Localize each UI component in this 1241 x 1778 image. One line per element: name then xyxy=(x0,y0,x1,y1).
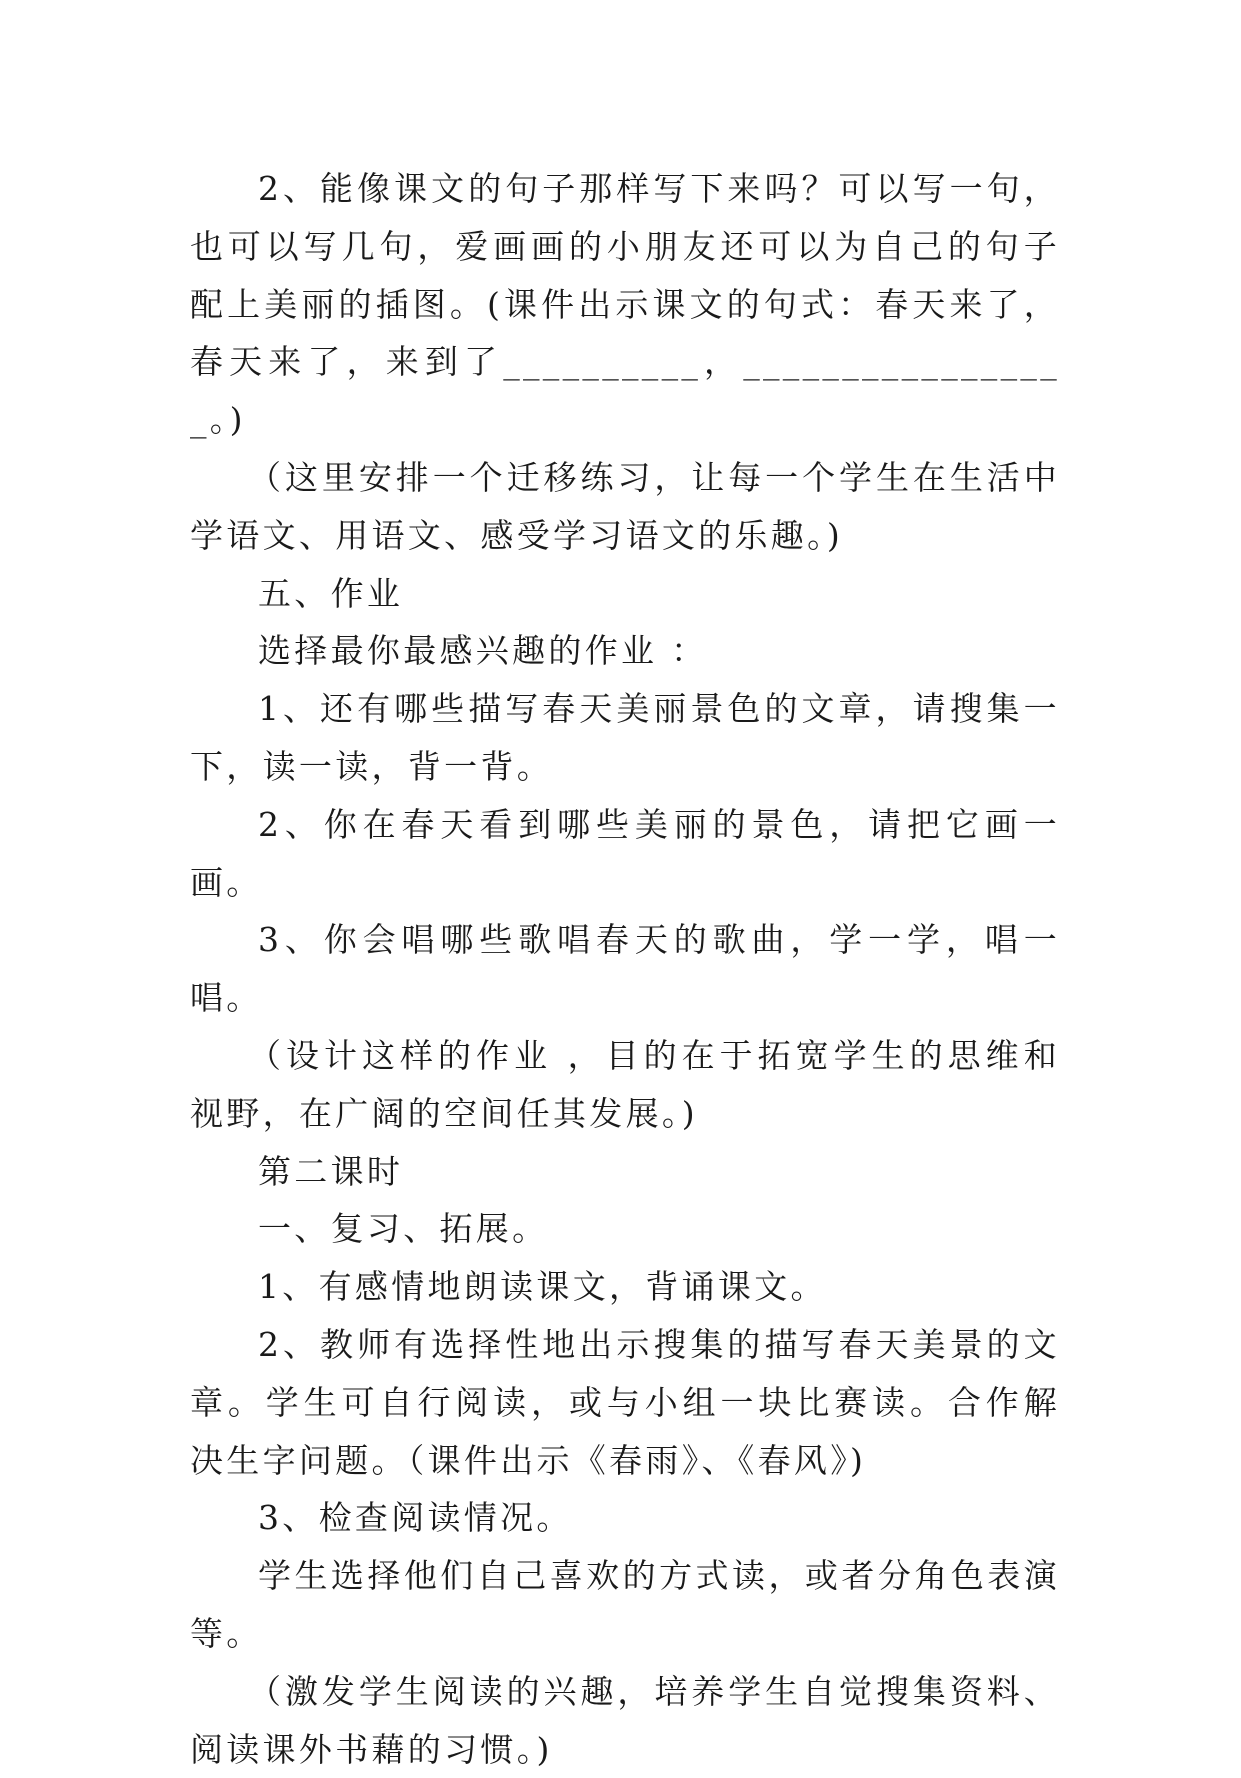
paragraph-reading-note: （激发学生阅读的兴趣，培养学生自觉搜集资料、阅读课外书藉的习惯。) xyxy=(190,1671,1060,1769)
paragraph-reading-methods: 学生选择他们自己喜欢的方式读，或者分角色表演等。 xyxy=(190,1556,1060,1653)
section-heading-second-lesson: 第二课时 xyxy=(258,1151,404,1191)
paragraph-homework-3: 3、你会唱哪些歌唱春天的歌曲，学一学，唱一唱。 xyxy=(190,920,1060,1018)
paragraph-homework-choice: 选择最你最感兴趣的作业 ： xyxy=(258,631,708,671)
paragraph-homework-1: 1、还有哪些描写春天美丽景色的文章，请搜集一下，读一读，背一背。 xyxy=(190,689,1060,786)
paragraph-review-3: 3、检查阅读情况。 xyxy=(258,1498,573,1538)
paragraph-writing-exercise: 2、能像课文的句子那样写下来吗？可以写一句，也可以写几句，爱画画的小朋友还可以为自己的句子配上美丽的插图。(课件出示课文的句式：春天来了，春天来了，来到了__________，_________________。) xyxy=(190,169,1060,440)
paragraph-homework-note: （设计这样的作业 ，目的在于拓宽学生的思维和视野，在广阔的空间任其发展。) xyxy=(190,1035,1060,1133)
paragraph-review-1: 1、有感情地朗读课文，背诵课文。 xyxy=(258,1267,827,1307)
section-heading-review: 一、复习、拓展。 xyxy=(258,1209,549,1249)
paragraph-homework-2: 2、你在春天看到哪些美丽的景色，请把它画一画。 xyxy=(190,804,1060,902)
document-body xyxy=(190,160,1060,1778)
section-heading-homework: 五、作业 xyxy=(258,573,404,613)
paragraph-review-2: 2、教师有选择性地出示搜集的描写春天美景的文章。学生可自行阅读，或与小组一块比赛读。合作解决生字问题。（课件出示《春雨》、《春风》) xyxy=(190,1324,1060,1480)
paragraph-transfer-note: （这里安排一个迁移练习，让每一个学生在生活中学语文、用语文、感受学习语文的乐趣。) xyxy=(190,457,1060,555)
